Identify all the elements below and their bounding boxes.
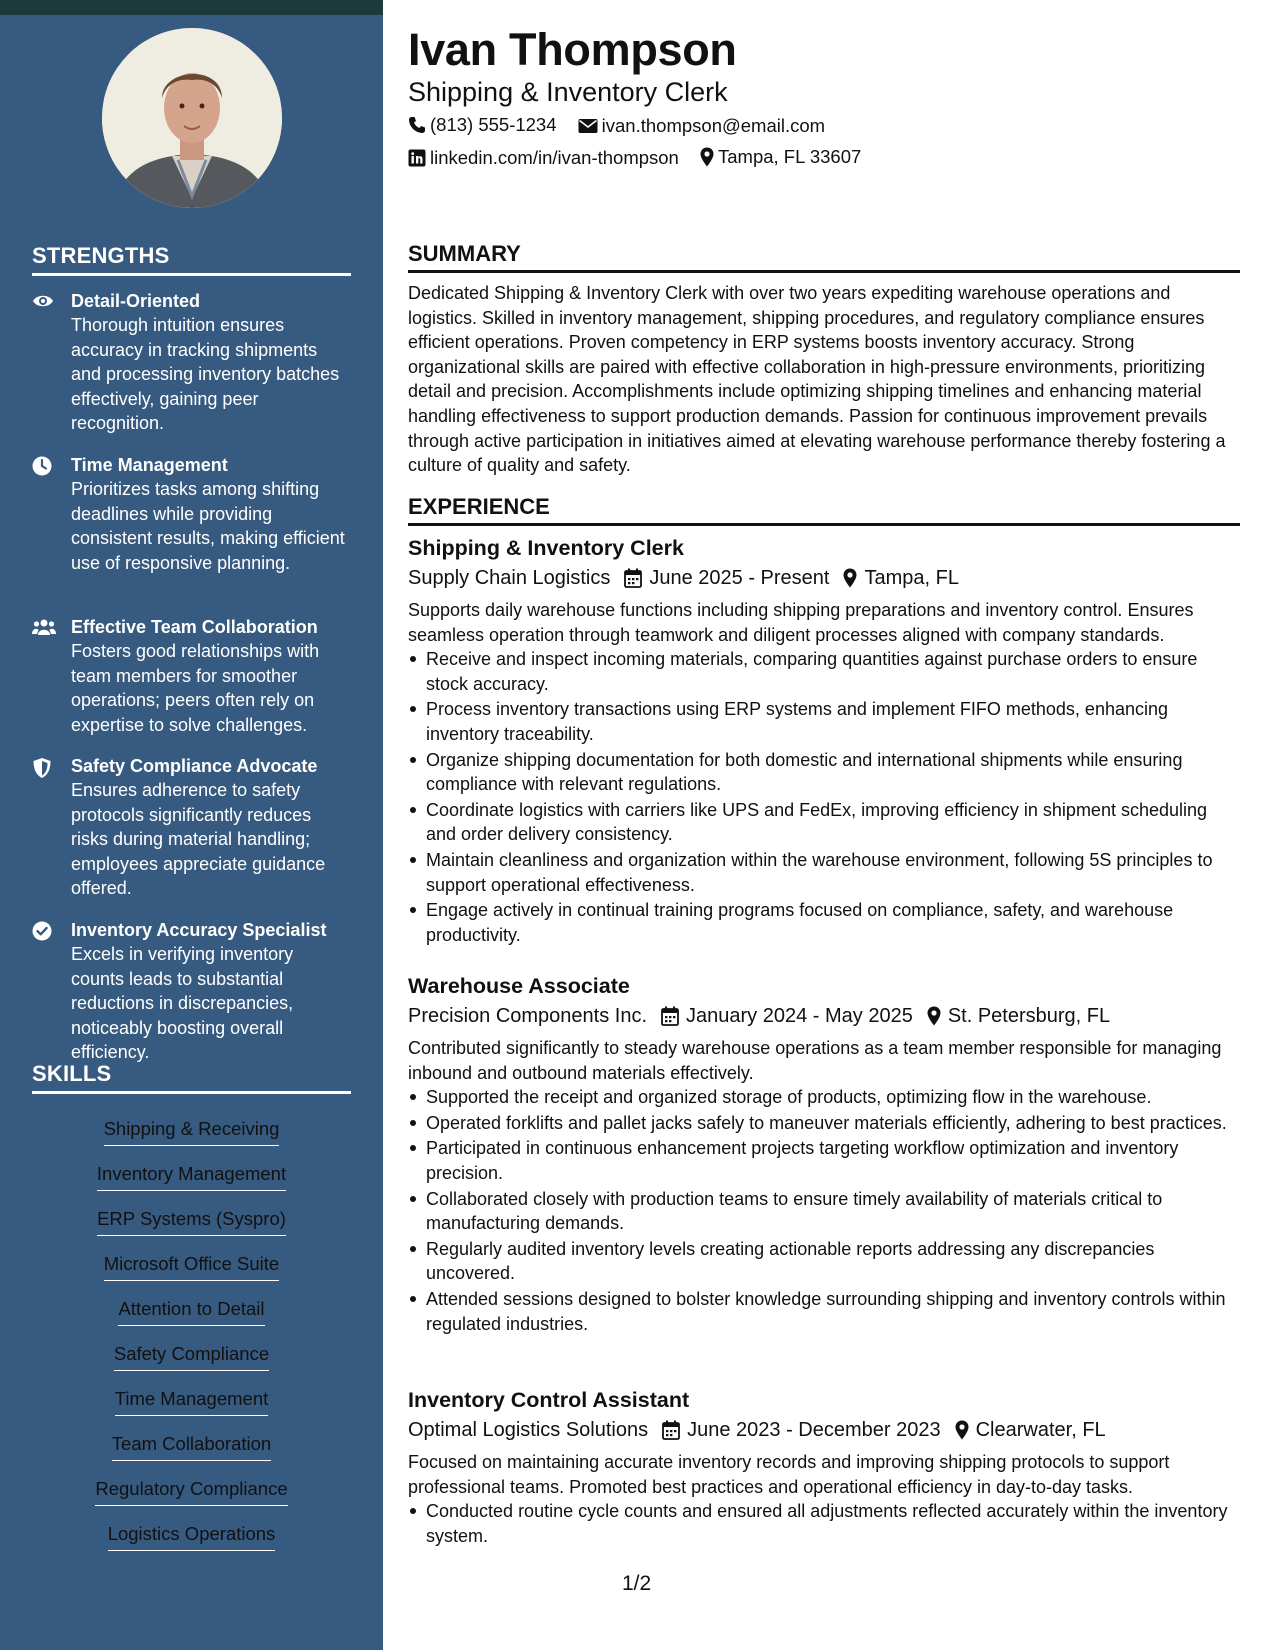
job-dates: June 2023 - December 2023 <box>687 1419 941 1441</box>
strength-title: Safety Compliance Advocate <box>71 756 318 776</box>
job-bullets <box>408 1499 1240 1548</box>
job-description: Contributed significantly to steady warehouse operations as a team member responsible for managing inbound and outbound materials effectively. <box>408 1038 1222 1083</box>
job-bullets <box>408 647 1240 947</box>
skill-item: ERP Systems (Syspro) <box>32 1207 351 1252</box>
skill-item: Shipping & Receiving <box>32 1117 351 1162</box>
contact-row-2 <box>408 145 877 173</box>
list-item: Process inventory transactions using ERP systems and implement FIFO methods, enhancing inventory traceability. <box>408 697 1240 746</box>
candidate-title: Shipping & Inventory Clerk <box>408 77 728 107</box>
list-item: Operated forklifts and pallet jacks safely to maneuver materials efficiently, adhering to best practices. <box>408 1111 1240 1136</box>
phone-icon <box>408 116 426 134</box>
strength-item <box>32 918 352 1065</box>
list-item: Receive and inspect incoming materials, comparing quantities against purchase orders to ensure stock accuracy. <box>408 647 1240 696</box>
skill-item: Team Collaboration <box>32 1432 351 1477</box>
linkedin-icon <box>408 149 426 167</box>
sidebar-top-bar <box>0 0 383 15</box>
summary-heading: SUMMARY <box>408 241 1240 273</box>
envelope-icon <box>578 118 598 134</box>
strengths-heading: STRENGTHS <box>32 243 351 276</box>
list-item: Organize shipping documentation for both domestic and international shipments while ensuring compliance with relevant regulations. <box>408 748 1240 797</box>
list-item: Engage actively in continual training programs focused on compliance, safety, and warehouse productivity. <box>408 898 1240 947</box>
job-title: Warehouse Associate <box>408 974 630 998</box>
job-title: Inventory Control Assistant <box>408 1388 690 1412</box>
job-dates: June 2025 - Present <box>649 567 830 589</box>
strength-item <box>32 453 352 575</box>
location-contact: Tampa, FL 33607 <box>700 145 861 169</box>
candidate-name: Ivan Thompson <box>408 24 737 75</box>
calendar-icon <box>661 1006 679 1026</box>
phone-contact[interactable]: (813) 555-1234 <box>408 113 557 137</box>
strength-desc: Thorough intuition ensures accuracy in tracking shipments and processing inventory batches effectively, gaining peer recognition. <box>71 315 340 433</box>
calendar-icon <box>662 1420 680 1440</box>
strength-title: Effective Team Collaboration <box>71 617 318 637</box>
map-pin-icon <box>955 1420 969 1440</box>
map-pin-icon <box>700 147 714 167</box>
shield-icon <box>32 757 54 777</box>
list-item: Coordinate logistics with carriers like UPS and FedEx, improving efficiency in shipment scheduling and order delivery consistency. <box>408 798 1240 847</box>
job-company: Optimal Logistics Solutions <box>408 1419 649 1441</box>
job-entry <box>408 972 1240 1337</box>
skill-item: Microsoft Office Suite <box>32 1252 351 1297</box>
job-description: Focused on maintaining accurate inventory records and improving shipping protocols to support professional teams. Promoted best practices and operational efficiency in day-to-day tasks. <box>408 1452 1170 1497</box>
map-pin-icon <box>843 568 857 588</box>
strength-item <box>32 289 352 436</box>
experience-heading: EXPERIENCE <box>408 494 1240 526</box>
list-item: Participated in continuous enhancement projects targeting workflow optimization and inventory precision. <box>408 1136 1240 1185</box>
eye-icon <box>32 292 54 312</box>
skill-item: Attention to Detail <box>32 1297 351 1342</box>
list-item: Attended sessions designed to bolster knowledge surrounding shipping and inventory controls within regulated industries. <box>408 1287 1240 1336</box>
job-meta <box>408 1416 1240 1444</box>
skill-item: Safety Compliance <box>32 1342 351 1387</box>
linkedin-contact[interactable]: linkedin.com/in/ivan-thompson <box>408 146 679 170</box>
skills-list <box>32 1117 351 1567</box>
list-item: Regularly audited inventory levels creating actionable reports addressing any discrepancies uncovered. <box>408 1237 1240 1286</box>
skill-item: Time Management <box>32 1387 351 1432</box>
strength-desc: Excels in verifying inventory counts leads to substantial reductions in discrepancies, noticeably boosting overall efficiency. <box>71 944 294 1062</box>
list-item: Collaborated closely with production teams to ensure timely availability of materials critical to manufacturing demands. <box>408 1187 1240 1236</box>
skills-heading: SKILLS <box>32 1061 351 1094</box>
job-meta <box>408 1002 1240 1030</box>
skill-item: Inventory Management <box>32 1162 351 1207</box>
list-item: Maintain cleanliness and organization within the warehouse environment, following 5S principles to support operational effectiveness. <box>408 848 1240 897</box>
users-icon <box>32 618 54 638</box>
skill-item: Regulatory Compliance <box>32 1477 351 1522</box>
job-entry <box>408 534 1240 948</box>
strength-item <box>32 754 352 901</box>
strength-desc: Ensures adherence to safety protocols significantly reduces risks during material handling; employees appreciate guidance offered. <box>71 780 326 898</box>
job-meta <box>408 564 1240 592</box>
strength-item <box>32 615 352 737</box>
job-company: Precision Components Inc. <box>408 1005 648 1027</box>
profile-photo <box>102 28 282 208</box>
job-location: Clearwater, FL <box>975 1419 1106 1441</box>
calendar-icon <box>624 568 642 588</box>
contact-row-1 <box>408 113 841 140</box>
list-item: Conducted routine cycle counts and ensured all adjustments reflected accurately within the inventory system. <box>408 1499 1240 1548</box>
strength-title: Time Management <box>71 455 228 475</box>
clock-icon <box>32 456 54 476</box>
job-dates: January 2024 - May 2025 <box>686 1005 913 1027</box>
summary-text: Dedicated Shipping & Inventory Clerk with over two years expediting warehouse operations and logistics. Skilled in inventory management, shipping procedures, and regulatory compliance ensures efficient operations. Proven competency in ERP systems boosts inventory accuracy. Strong organizational skills are paired with effective collaboration in high-pressure environments, prioritizing detail and precision. Accomplishments include optimizing shipping timelines and enhancing material handling effectiveness to support production demands. Passion for continuous improvement prevails through active participation in initiatives aimed at elevating warehouse performance thereby fostering a culture of quality and safety. <box>408 283 1226 476</box>
map-pin-icon <box>927 1006 941 1026</box>
job-company: Supply Chain Logistics <box>408 567 611 589</box>
job-location: Tampa, FL <box>864 567 959 589</box>
job-description: Supports daily warehouse functions including shipping preparations and inventory control. Ensures seamless operation through teamwork and diligent processes aligned with company standards. <box>408 600 1194 645</box>
job-location: St. Petersburg, FL <box>947 1005 1111 1027</box>
page-number: 1/2 <box>622 1572 652 1595</box>
skill-item: Logistics Operations <box>32 1522 351 1567</box>
list-item: Supported the receipt and organized storage of products, optimizing flow in the warehouse. <box>408 1085 1240 1110</box>
strength-desc: Prioritizes tasks among shifting deadlines while providing consistent results, making efficient use of responsive planning. <box>71 479 345 573</box>
job-entry <box>408 1386 1240 1549</box>
email-contact[interactable]: ivan.thompson@email.com <box>578 114 825 138</box>
job-bullets <box>408 1085 1240 1336</box>
job-title: Shipping & Inventory Clerk <box>408 536 684 560</box>
check-circle-icon <box>32 921 54 941</box>
strength-title: Detail-Oriented <box>71 291 201 311</box>
strength-title: Inventory Accuracy Specialist <box>71 920 327 940</box>
strength-desc: Fosters good relationships with team members for smoother operations; peers often rely on expertise to solve challenges. <box>71 641 320 735</box>
